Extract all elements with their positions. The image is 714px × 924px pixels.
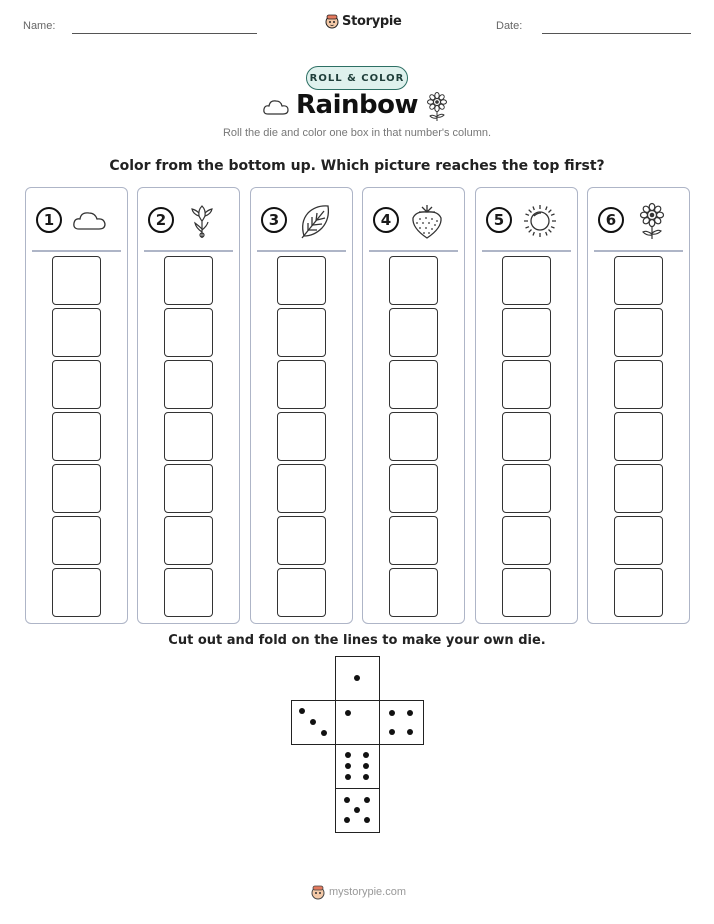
color-box[interactable]	[389, 568, 438, 617]
page-title: Rainbow	[296, 90, 418, 120]
color-box[interactable]	[164, 256, 213, 305]
die-pip	[345, 752, 351, 758]
die-face-6	[335, 744, 380, 789]
color-box[interactable]	[52, 308, 101, 357]
die-pip	[363, 752, 369, 758]
color-box[interactable]	[52, 516, 101, 565]
strawberry-icon	[408, 202, 446, 240]
color-box[interactable]	[614, 412, 663, 461]
color-box[interactable]	[52, 412, 101, 461]
die-face-3	[291, 700, 336, 745]
column-divider	[144, 250, 233, 252]
brand-logo	[325, 13, 402, 29]
storypie-mascot-icon	[325, 13, 339, 29]
sun-icon	[521, 202, 559, 240]
die-face-1-center	[335, 700, 380, 745]
color-box[interactable]	[277, 360, 326, 409]
die-face-1-top	[335, 656, 380, 701]
die-pip	[389, 710, 395, 716]
subtitle: Roll the die and color one box in that number's column.	[222, 127, 492, 139]
storypie-mascot-icon	[311, 884, 325, 900]
color-box[interactable]	[164, 568, 213, 617]
date-label: Date:	[496, 20, 523, 32]
color-box[interactable]	[614, 516, 663, 565]
leaf-icon	[296, 202, 334, 240]
color-box[interactable]	[52, 464, 101, 513]
color-box[interactable]	[502, 516, 551, 565]
column-number: 5	[486, 207, 512, 233]
color-box[interactable]	[164, 308, 213, 357]
column-divider	[369, 250, 458, 252]
die-pip	[407, 729, 413, 735]
die-pip	[344, 817, 350, 823]
color-box[interactable]	[502, 256, 551, 305]
die-instruction: Cut out and fold on the lines to make your own die.	[168, 633, 546, 648]
die-pip	[345, 774, 351, 780]
color-box[interactable]	[52, 360, 101, 409]
color-box[interactable]	[614, 360, 663, 409]
color-box[interactable]	[502, 308, 551, 357]
color-box[interactable]	[164, 360, 213, 409]
color-box[interactable]	[164, 464, 213, 513]
die-pip	[354, 807, 360, 813]
column-3	[250, 187, 353, 624]
column-1	[25, 187, 128, 624]
roll-color-badge: ROLL & COLOR	[306, 66, 408, 90]
column-5	[475, 187, 578, 624]
column-divider	[257, 250, 346, 252]
color-box[interactable]	[52, 568, 101, 617]
column-4	[362, 187, 465, 624]
column-divider	[32, 250, 121, 252]
color-box[interactable]	[277, 412, 326, 461]
column-number: 3	[261, 207, 287, 233]
die-pip	[299, 708, 305, 714]
die-pip	[354, 675, 360, 681]
color-box[interactable]	[502, 412, 551, 461]
color-box[interactable]	[277, 308, 326, 357]
color-box[interactable]	[614, 308, 663, 357]
die-pip	[345, 710, 351, 716]
color-box[interactable]	[277, 256, 326, 305]
die-pip	[345, 763, 351, 769]
color-box[interactable]	[277, 464, 326, 513]
column-number: 4	[373, 207, 399, 233]
die-pip	[321, 730, 327, 736]
color-box[interactable]	[614, 464, 663, 513]
column-number: 2	[148, 207, 174, 233]
color-box[interactable]	[389, 464, 438, 513]
column-divider	[594, 250, 683, 252]
color-box[interactable]	[389, 412, 438, 461]
cloud-icon	[71, 202, 109, 240]
column-2	[137, 187, 240, 624]
iris-flower-icon	[183, 202, 221, 240]
name-line[interactable]	[72, 33, 257, 34]
color-box[interactable]	[502, 464, 551, 513]
sunflower-icon	[633, 202, 671, 240]
color-box[interactable]	[389, 360, 438, 409]
color-box[interactable]	[164, 412, 213, 461]
footer-url[interactable]: mystorypie.com	[329, 886, 407, 898]
die-face-4	[379, 700, 424, 745]
sunflower-icon	[425, 92, 449, 122]
color-box[interactable]	[389, 516, 438, 565]
column-6	[587, 187, 690, 624]
name-label: Name:	[23, 20, 56, 32]
instruction: Color from the bottom up. Which picture reaches the top first?	[109, 158, 605, 174]
die-pip	[363, 763, 369, 769]
date-line[interactable]	[542, 33, 691, 34]
column-number: 1	[36, 207, 62, 233]
die-pip	[363, 774, 369, 780]
footer	[311, 884, 406, 900]
color-box[interactable]	[614, 256, 663, 305]
die-pip	[344, 797, 350, 803]
die-pip	[364, 817, 370, 823]
die-pip	[389, 729, 395, 735]
color-box[interactable]	[277, 568, 326, 617]
die-face-5	[335, 788, 380, 833]
color-box[interactable]	[52, 256, 101, 305]
brand-name: Storypie	[342, 13, 402, 29]
column-number: 6	[598, 207, 624, 233]
die-pip	[364, 797, 370, 803]
color-box[interactable]	[502, 360, 551, 409]
color-box[interactable]	[389, 308, 438, 357]
die-pip	[407, 710, 413, 716]
column-divider	[482, 250, 571, 252]
color-box[interactable]	[614, 568, 663, 617]
color-box[interactable]	[502, 568, 551, 617]
color-box[interactable]	[277, 516, 326, 565]
die-pip	[310, 719, 316, 725]
color-box[interactable]	[164, 516, 213, 565]
color-box[interactable]	[389, 256, 438, 305]
